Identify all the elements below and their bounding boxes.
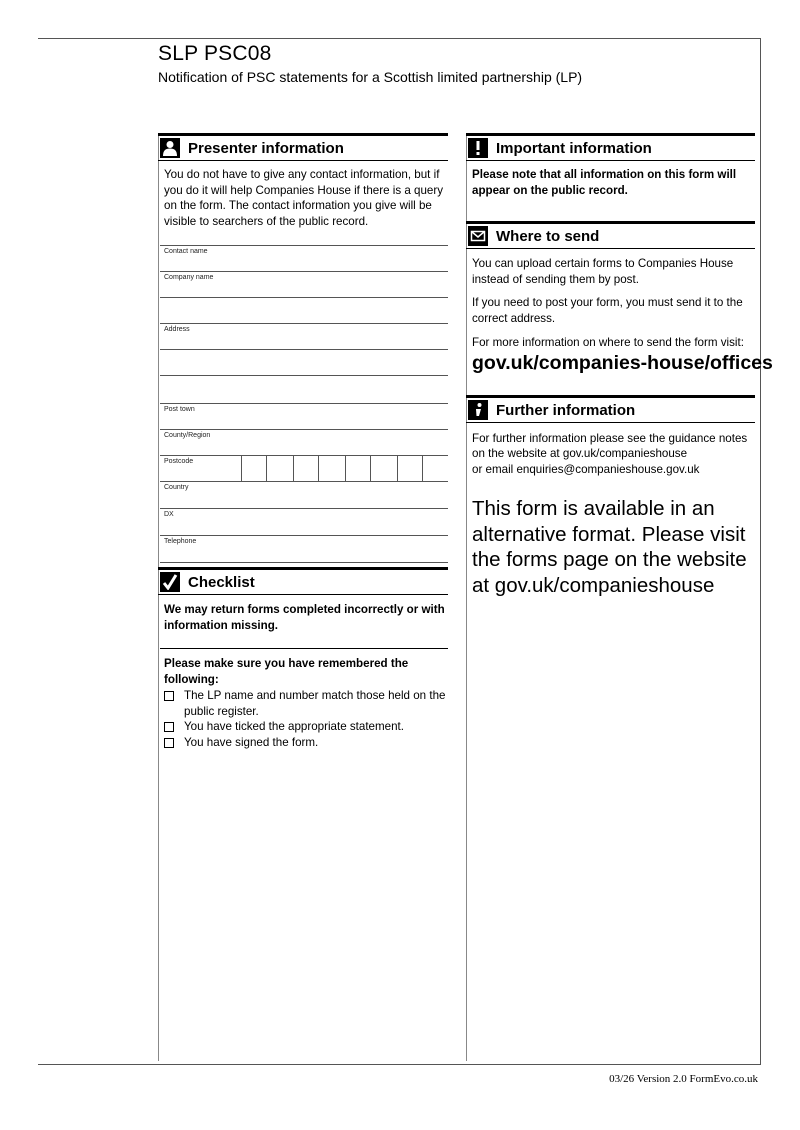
address-field-3[interactable] [160,375,448,402]
where-to-send-p2: If you need to post your form, you must send it to the correct address. [472,296,743,325]
postcode-box[interactable] [241,456,267,482]
country-field[interactable] [160,481,448,508]
contact-name-label: Contact name [164,248,208,255]
telephone-field[interactable] [160,535,448,563]
presenter-heading: Presenter information [188,139,344,157]
presenter-intro: You do not have to give any contact information, but if you do it will help Companies House if there is a query on the form. The contact information you give will be visible to searchers of the public record. [164,168,444,228]
further-line-3: or email enquiries@companieshouse.gov.uk [472,463,700,476]
important-section-header [466,133,755,161]
county-region-label: County/Region [164,432,211,439]
telephone-label: Telephone [164,538,197,545]
postcode-box[interactable] [397,456,423,482]
county-region-field[interactable] [160,429,448,456]
further-heading: Further information [496,401,636,419]
post-town-label: Post town [164,406,195,413]
form-title: Notification of PSC statements for a Scottish limited partnership (LP) [158,69,583,85]
checklist-items [164,688,448,750]
alternative-format-notice: This form is available in an alternative format. Please visit the forms page on the website at gov.uk/companieshouse [472,497,747,597]
where-to-send-heading: Where to send [496,227,600,245]
checkbox[interactable] [164,691,174,701]
checklist-item-text: The LP name and number match those held on the public register. [184,689,446,718]
checklist-item [164,735,448,751]
right-rule [760,38,761,1064]
dx-field[interactable] [160,508,448,535]
further-line-1: For further information please see the guidance notes [472,432,748,445]
postcode-label: Postcode [164,458,194,465]
important-heading: Important information [496,139,652,157]
checklist-item-text: You have ticked the appropriate statement. [184,720,404,733]
company-name-field[interactable] [160,271,448,298]
checklist-item [164,719,448,735]
footer-version: 03/26 Version 2.0 FormEvo.co.uk [609,1073,758,1085]
address-label: Address [164,326,190,333]
postcode-box[interactable] [293,456,319,482]
where-to-send-p3: For more information on where to send the form visit: [472,336,744,349]
postcode-field[interactable] [160,455,448,482]
checklist-heading: Checklist [188,573,255,591]
form-code: SLP PSC08 [158,42,272,65]
checklist-reminder: Please make sure you have remembered the following: [164,657,409,686]
contact-name-field[interactable] [160,245,448,272]
address-field-2[interactable] [160,349,448,376]
right-column-line [466,134,467,1061]
where-to-send-section-header [466,221,755,249]
address-field[interactable] [160,323,448,350]
exclamation-icon [468,138,488,158]
presenter-section-header [158,133,448,161]
company-name-field-2[interactable] [160,297,448,324]
where-to-send-p1: You can upload certain forms to Companies House instead of sending them by post. [472,257,734,286]
left-column-line [158,134,159,1061]
info-icon [468,400,488,420]
checklist-section-header [158,567,448,595]
checkbox[interactable] [164,722,174,732]
postcode-box[interactable] [345,456,371,482]
further-section-header [466,395,755,423]
further-line-2: on the website at gov.uk/companieshouse [472,447,688,460]
offices-link[interactable]: gov.uk/companies-house/offices [472,352,773,374]
post-town-field[interactable] [160,403,448,430]
top-rule [38,38,761,39]
important-text: Please note that all information on this form will appear on the public record. [472,168,737,197]
country-label: Country [164,484,189,491]
envelope-icon [468,226,488,246]
checklist-item [164,688,448,719]
person-icon [160,138,180,158]
company-name-label: Company name [164,274,214,281]
checkmark-icon [160,572,180,592]
bottom-rule [38,1064,761,1065]
checklist-divider [160,648,448,649]
checklist-warning: We may return forms completed incorrectly or with information missing. [164,603,445,632]
dx-label: DX [164,511,174,518]
checklist-item-text: You have signed the form. [184,735,319,749]
checkbox[interactable] [164,738,174,748]
